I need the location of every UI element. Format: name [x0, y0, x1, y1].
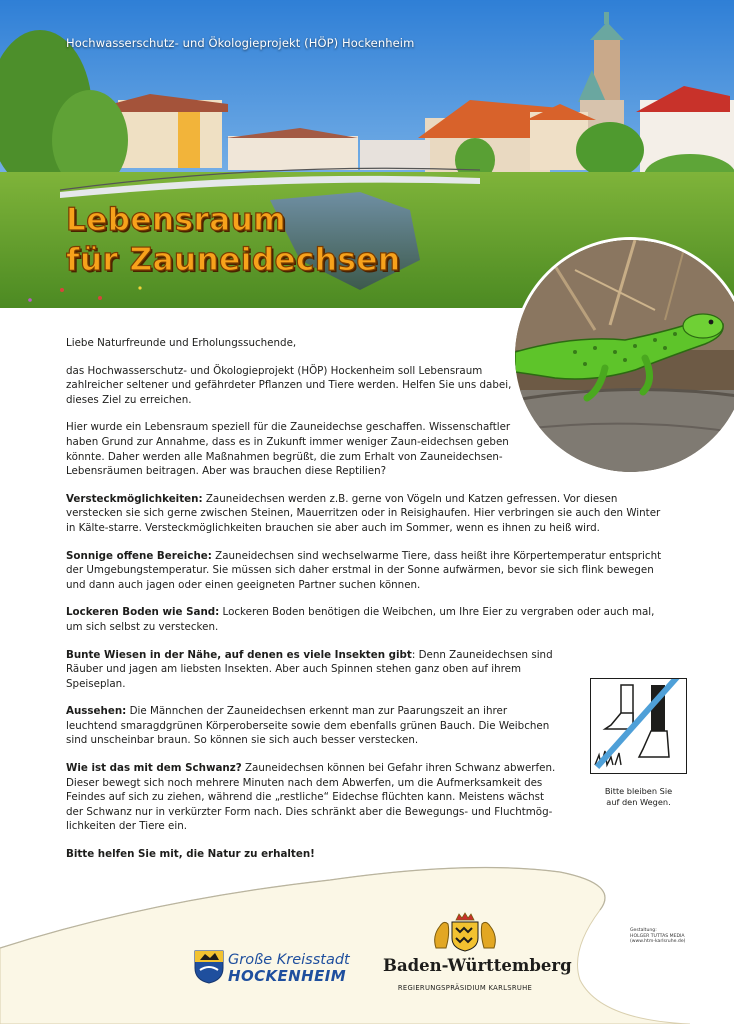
sign-caption-line-2: auf den Wegen. [606, 797, 671, 807]
title-line-1: Lebensraum [66, 202, 287, 238]
credit-line-3: (www.htm-karlsruhe.de) [630, 939, 686, 945]
regierungspraesidium-label: REGIERUNGSPRÄSIDIUM KARLSRUHE [397, 984, 533, 992]
title-line-2: für Zauneidechsen [66, 242, 401, 278]
design-credit [630, 928, 685, 945]
sign-caption [590, 786, 687, 808]
hockenheim-crest-icon [194, 950, 224, 984]
footer-wave [0, 850, 734, 1024]
baden-wuerttemberg-wordmark: Baden-Württemberg [383, 956, 572, 975]
sign-caption-line-1: Bitte bleiben Sie [604, 786, 673, 796]
hockenheim-logo-line-1: Große Kreisstadt [228, 952, 350, 968]
habitat-paragraph: Hier wurde ein Lebensraum speziell für die Zauneidechse geschaffen. Wissenschaftler haben Grund zur Annahme, dass es in Zukunft immer weniger Zaun-eidechsen geben könnte. Daher werden alle Maßnahmen begrüßt, die zum Erhalt von Zauneidechsen-Lebensräumen beitragen. Aber was brauchen diese Reptilien? [66, 421, 511, 478]
section-appearance [66, 704, 558, 748]
closing-appeal: Bitte helfen Sie mit, die Natur zu erhalten! [66, 848, 315, 861]
section-heading: Lockeren Boden wie Sand: [66, 606, 220, 619]
section-hiding [66, 492, 666, 536]
credit-line-1: Gestaltung: [630, 928, 657, 933]
hockenheim-logo-line-2: HOCKENHEIM [228, 967, 347, 985]
section-text: Zauneidechsen sind wechselwarme Tiere, dass heißt ihre Körpertemperatur entspricht der Umgebungstemperatur. Sie müssen sich daher erstmal in der Sonne aufwärmen, bevor sie sich flink bewegen und dann auch jagen oder einen geeigneten Partner suchen können. [66, 549, 662, 591]
baden-wuerttemberg-coat-of-arms-icon [430, 912, 500, 952]
section-text: Lockeren Boden benötigen die Weibchen, um Ihre Eier zu vergraben oder auch mal, um sich selbst zu verstecken. [66, 606, 655, 633]
section-tail [66, 761, 558, 834]
greeting: Liebe Naturfreunde und Erholungssuchende, [66, 337, 297, 349]
section-heading: Versteckmöglichkeiten: [66, 492, 203, 505]
section-sun [66, 549, 666, 593]
credit-line-2: HOLGER TUTTAS MEDIA [630, 933, 685, 939]
no-trampling-sign-icon [590, 678, 687, 774]
hockenheim-logo [194, 950, 350, 988]
section-soil [66, 605, 666, 634]
section-text: Zauneidechsen werden z.B. gerne von Vögeln und Katzen gefressen. Vor diesen verstecken sie sich gerne zwischen Steinen, Mauerritzen oder in Reisighaufen. Hier verbringen sie auch den Winter in Kälte-starre. Versteckmöglichkeiten brauchen sie aber auch im Sommer, wenn es ihnen zu heiß wird. [66, 492, 661, 534]
section-heading: Aussehen: [66, 705, 127, 718]
project-name: Hochwasserschutz- und Ökologieprojekt (HÖP) Hockenheim [66, 36, 415, 50]
main-text [66, 336, 666, 875]
intro-paragraph: das Hochwasserschutz- und Ökologieprojekt (HÖP) Hockenheim soll Lebensraum zahlreicher seltener und gefährdeter Pflanzen und Tiere werden. Helfen Sie uns dabei, dieses Ziel zu erreichen. [66, 364, 512, 406]
section-text: Die Männchen der Zauneidechsen erkennt man zur Paarungszeit an ihrer leuchtend smaragdgrünen Körperoberseite sowie dem ebenfalls grünen Bauch. Die Weibchen sind unscheinbar braun. So können sie sich auch besser verstecken. [66, 705, 550, 747]
section-heading: Wie ist das mit dem Schwanz? [66, 762, 242, 775]
section-text: Zauneidechsen können bei Gefahr ihren Schwanz abwerfen. Dieser bewegt sich noch mehrere Minuten nach dem Abwerfen, um die Aufmerksamkeit des Feindes auf sich zu ziehen, während die „restliche“ Eidechse flüchten kann. Meistens wächst der Schwanz nur in verkürzter Form nach. Dies schränkt aber die Bewegungs- und Fluchtmög-lichkeiten der Tiere ein. [66, 762, 556, 833]
section-text: : Denn Zauneidechsen sind Räuber und jagen am liebsten Insekten. Aber auch Spinnen stehen ganz oben auf ihrem Speiseplan. [66, 648, 553, 690]
section-heading: Bunte Wiesen in der Nähe, auf denen es viele Insekten gibt [66, 648, 412, 661]
page-title [66, 200, 401, 280]
section-meadows [66, 648, 558, 692]
section-heading: Sonnige offene Bereiche: [66, 549, 212, 562]
